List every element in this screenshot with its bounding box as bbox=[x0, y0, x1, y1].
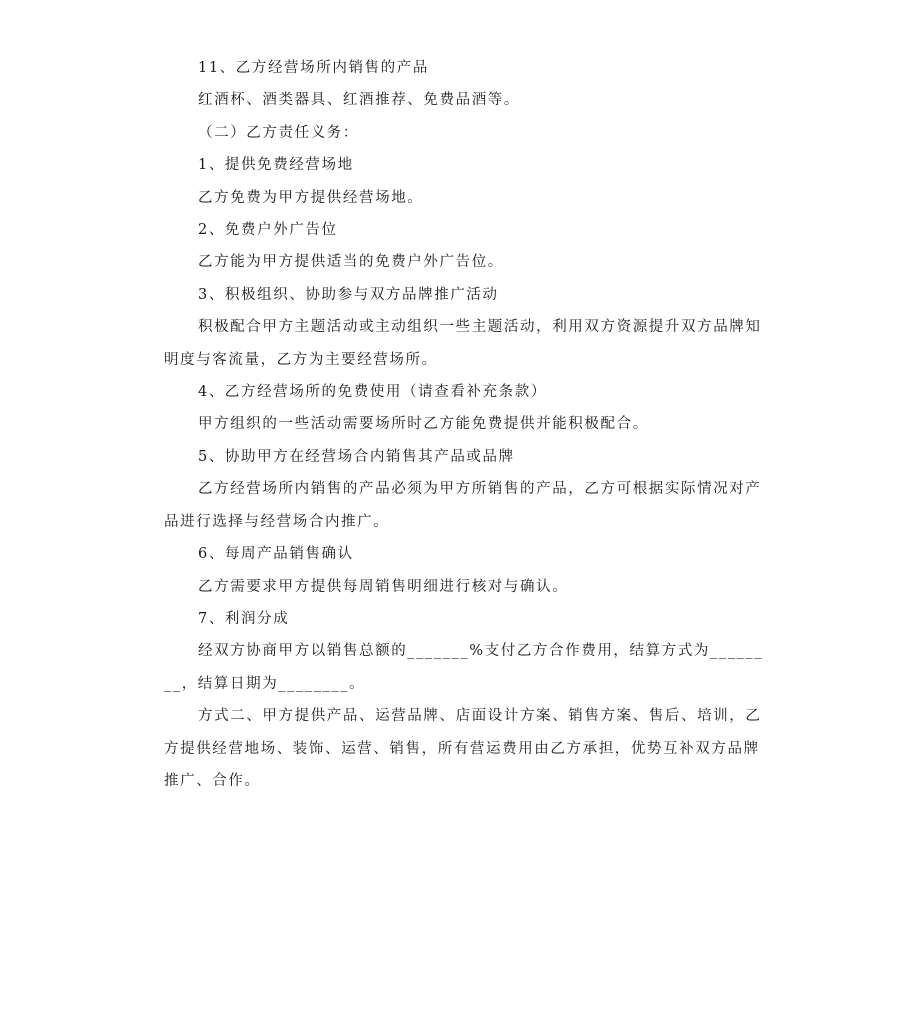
body-paragraph: 红酒杯、酒类器具、红酒推荐、免费品酒等。 bbox=[198, 92, 520, 109]
item-heading-3: 3、积极组织、协助参与双方品牌推广活动 bbox=[198, 286, 499, 303]
item-heading-5: 5、协助甲方在经营场合内销售其产品或品牌 bbox=[198, 448, 515, 465]
item-heading-6: 6、每周产品销售确认 bbox=[198, 546, 354, 563]
profit-share-paragraph: 经双方协商甲方以销售总额的_______%支付乙方合作费用，结算方式为________，结算日期为________。 bbox=[164, 643, 764, 692]
body-paragraph: 积极配合甲方主题活动或主动组织一些主题活动，利用双方资源提升双方品牌知明度与客流量，乙方为主要经营场所。 bbox=[164, 319, 762, 368]
body-paragraph: 乙方能为甲方提供适当的免费户外广告位。 bbox=[198, 254, 504, 271]
item-heading-1: 1、提供免费经营场地 bbox=[198, 157, 354, 174]
body-paragraph: 乙方经营场所内销售的产品必须为甲方所销售的产品，乙方可根据实际情况对产品进行选择与经营场合内推广。 bbox=[164, 481, 762, 530]
item-heading-2: 2、免费户外广告位 bbox=[198, 222, 338, 239]
document-page bbox=[164, 52, 764, 797]
body-paragraph: 乙方需要求甲方提供每周销售明细进行核对与确认。 bbox=[198, 578, 569, 595]
section-heading-products: 11、乙方经营场所内销售的产品 bbox=[198, 60, 429, 76]
option-two-paragraph: 方式二、甲方提供产品、运营品牌、店面设计方案、销售方案、售后、培训，乙方提供经营地场、装饰、运营、销售，所有营运费用由乙方承担，优势互补双方品牌推广、合作。 bbox=[164, 708, 762, 789]
item-heading-7: 7、利润分成 bbox=[198, 610, 290, 627]
item-heading-4: 4、乙方经营场所的免费使用（请查看补充条款） bbox=[198, 384, 547, 401]
section-heading-party-b-duties: （二）乙方责任义务： bbox=[198, 124, 359, 141]
body-paragraph: 甲方组织的一些活动需要场所时乙方能免费提供并能积极配合。 bbox=[198, 416, 649, 433]
body-paragraph: 乙方免费为甲方提供经营场地。 bbox=[198, 189, 424, 206]
